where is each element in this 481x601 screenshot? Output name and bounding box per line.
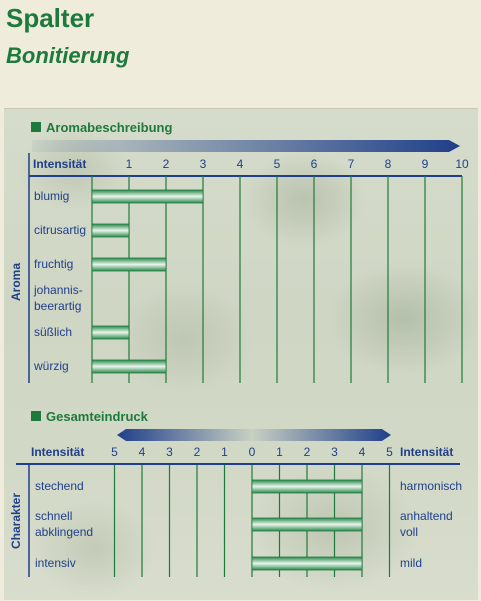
overall-left-label: schnell: [35, 509, 73, 523]
aroma-group-label: Aroma: [9, 262, 23, 302]
aroma-tick-label: 4: [236, 157, 244, 171]
aroma-category-label: beerartig: [34, 299, 82, 313]
aroma-tick-label: 8: [384, 157, 392, 171]
aroma-tick-label: 10: [455, 157, 469, 171]
overall-bar: [252, 480, 362, 493]
overall-right-labels: [400, 479, 462, 570]
aroma-axis-title: Intensität: [33, 157, 87, 171]
aroma-section-marker: [31, 122, 41, 132]
aroma-category-label: citrusartig: [34, 223, 87, 237]
aroma-category-label: würzig: [34, 359, 69, 373]
overall-section-marker: [31, 411, 41, 421]
overall-tick-label: 5: [111, 445, 118, 459]
aroma-tick-label: 9: [421, 157, 429, 171]
charts-svg: [4, 109, 478, 600]
overall-left-labels: [35, 479, 93, 570]
aroma-category-label: fruchtig: [34, 257, 74, 271]
aroma-category-label: süßlich: [34, 325, 73, 339]
aroma-tick-label: 2: [162, 157, 170, 171]
aroma-bar: [92, 258, 166, 271]
aroma-bar: [92, 224, 129, 237]
overall-left-arrow: [117, 429, 252, 441]
aroma-gridlines: [92, 176, 462, 383]
overall-bar: [252, 518, 362, 531]
overall-tick-label: 4: [358, 445, 366, 459]
page-subtitle: Bonitierung: [6, 43, 130, 68]
aroma-chart-title: Aromabeschreibung: [46, 120, 173, 135]
aroma-tick-label: 6: [310, 157, 318, 171]
overall-axis-title-left: Intensität: [31, 445, 85, 459]
aroma-tick-label: 1: [125, 157, 133, 171]
aroma-tick-labels: [126, 157, 469, 171]
overall-chart-title: Gesamteindruck: [46, 409, 148, 424]
aroma-bars: [92, 190, 203, 373]
overall-group-label: Charakter: [9, 492, 23, 550]
overall-right-label: voll: [400, 525, 419, 539]
aroma-bar: [92, 190, 203, 203]
chart-panel: [4, 108, 478, 600]
overall-tick-label: 2: [193, 445, 201, 459]
aroma-bar: [92, 360, 166, 373]
aroma-tick-label: 7: [347, 157, 355, 171]
overall-tick-label: 3: [331, 445, 338, 459]
overall-tick-label: 1: [221, 445, 228, 459]
overall-tick-label: 5: [386, 445, 393, 459]
aroma-category-labels: [33, 189, 86, 373]
page-title: Spalter: [6, 3, 95, 33]
overall-tick-label: 1: [276, 445, 283, 459]
overall-right-label: mild: [400, 556, 423, 570]
aroma-category-label: johannis-: [34, 283, 83, 297]
overall-tick-label: 2: [303, 445, 311, 459]
overall-tick-labels: [111, 445, 393, 459]
aroma-direction-arrow: [32, 140, 460, 152]
overall-tick-label: 4: [138, 445, 146, 459]
aroma-tick-label: 3: [199, 157, 207, 171]
aroma-category-label: blumig: [34, 189, 70, 203]
overall-left-label: intensiv: [35, 556, 76, 570]
overall-right-label: anhaltend: [400, 509, 453, 523]
overall-right-arrow: [252, 429, 391, 441]
overall-left-label: abklingend: [35, 525, 94, 539]
aroma-tick-label: 5: [273, 157, 281, 171]
overall-left-label: stechend: [35, 479, 84, 493]
overall-right-label: harmonisch: [400, 479, 463, 493]
overall-tick-label: 0: [248, 445, 256, 459]
aroma-bar: [92, 326, 129, 339]
overall-axis-title-right: Intensität: [400, 445, 454, 459]
overall-tick-label: 3: [166, 445, 173, 459]
overall-bar: [252, 557, 362, 570]
